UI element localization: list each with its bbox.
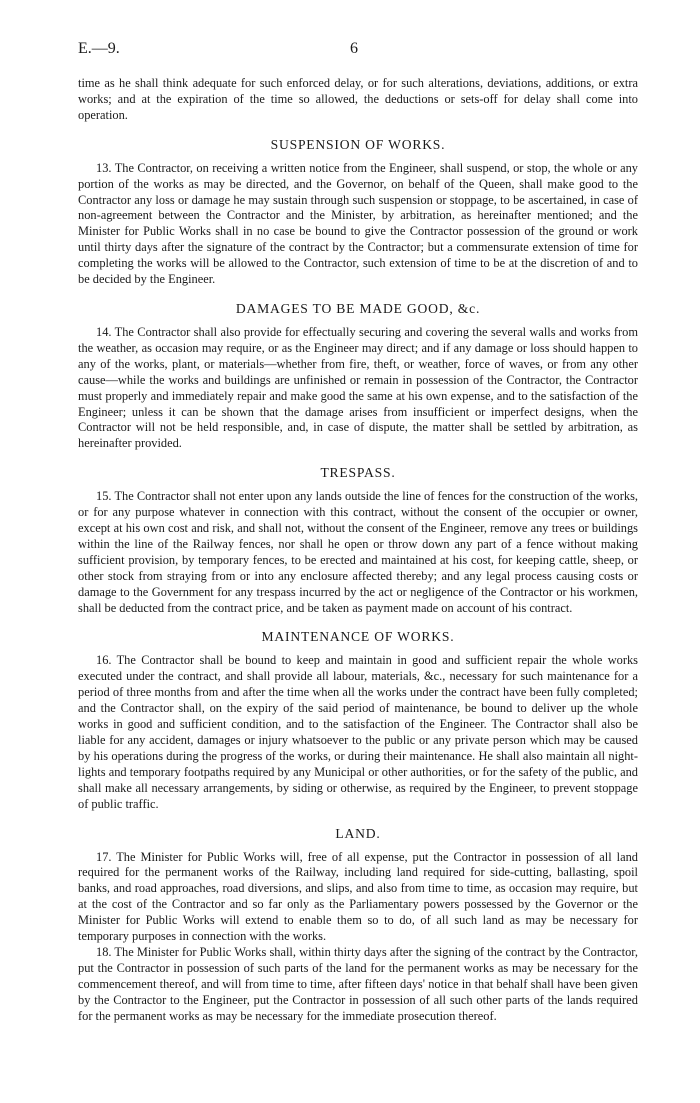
page-header	[78, 40, 638, 62]
page-number: 6	[350, 40, 358, 57]
intro-paragraph: time as he shall think adequate for such enforced delay, or for such alterations, deviations, additions, or extra works; and at the expiration of the time so allowed, the deductions or sets-off for delay shall come into operation.	[78, 76, 638, 122]
document-page	[78, 40, 638, 1025]
clause-16: 16. The Contractor shall be bound to keep and maintain in good and sufficient repair the whole works executed under the contract, and shall provide all labour, materials, &c., necessary for such maintenance for a period of three months from and after the time when all the works under the contract have been fully completed; and the Contractor shall, on the expiry of the said period of maintenance, be bound to deliver up the whole works in good and sufficient condition, and to the satisfaction of the Engineer. The Contractor shall also be liable for any accident, damages or injury whatsoever to the public or any private person which may be caused by his operations during the progress of the works, or during their maintenance. He shall also maintain all night-lights and temporary footpaths required by any Municipal or other authorities, or for the safety of the public, and shall make all necessary arrangements, by siding or otherwise, as required by the Engineer, to prevent stoppage of public traffic.	[78, 653, 638, 811]
section-heading-damages: DAMAGES TO BE MADE GOOD, &c.	[235, 300, 481, 316]
section-heading-land: LAND.	[335, 825, 381, 841]
clause-15: 15. The Contractor shall not enter upon any lands outside the line of fences for the construction of the works, or for any purpose whatever in connection with this contract, without the consent of the occupier or owner, except at his own cost and risk, and shall not, without the consent of the Engineer, remove any trees or buildings within the line of the Railway fences, nor shall he open or throw down any part of a fence without making sufficient provision, by temporary fences, to be erected and maintained at his cost, for keeping cattle, sheep, or other stock from straying from or into any enclosure affected thereby; and any legal process causing costs or damage to the Government for any trespass incurred by the act or negligence of the Contractor or his workmen, shall be deducted from the contract price, and be taken as payment made on account of his contract.	[78, 489, 638, 615]
clause-17: 17. The Minister for Public Works will, free of all expense, put the Contractor in possession of all land required for the permanent works of the Railway, including land required for side-cutting, ballasting, spoil banks, and road approaches, road diversions, and slips, and also from time to time, as occasion may require, but at the cost of the Contractor and so far only as the Parliamentary powers possessed by the Governor or the Minister for Public Works will extend to enable them so to do, of all such land as may be necessary for temporary purposes in connection with the works.	[78, 849, 638, 944]
section-heading-suspension: SUSPENSION OF WORKS.	[270, 136, 446, 152]
section-heading-trespass: TRESPASS.	[320, 465, 396, 481]
clause-13: 13. The Contractor, on receiving a written notice from the Engineer, shall suspend, or stop, the whole or any portion of the works as may be directed, and the Governor, on behalf of the Queen, shall make good to the Contractor any loss or damage he may sustain through such suspension or stoppage, to be ascertained, in case of non-agreement between the Contractor and the Minister, by arbitration, as hereinafter mentioned; and the Minister for Public Works shall in no case be bound to give the Contractor possession of the ground or work until thirty days after the signature of the contract by the Contractor; but a commensurate extension of time for completing the works will be allowed to the Contractor, such extension of time to be at the discretion of and to be decided by the Engineer.	[78, 160, 638, 287]
document-reference: E.—9.	[78, 40, 120, 57]
clause-18: 18. The Minister for Public Works shall, within thirty days after the signing of the contract by the Contractor, put the Contractor in possession of such parts of the land for the permanent works as may be necessary for the commencement thereof, and will from time to time, after fifteen days' notice in that behalf shall have been given by the Contractor to the Engineer, put the Contractor in possession of all such other parts of the lands required for the permanent works as may be necessary for the immediate prosecution thereof.	[78, 944, 638, 1023]
section-heading-maintenance: MAINTENANCE OF WORKS.	[261, 629, 455, 645]
clause-14: 14. The Contractor shall also provide for effectually securing and covering the several walls and works from the weather, as occasion may require, or as the Engineer may direct; and if any damage or loss should happen to any of the works, plant, or materials—whether from fire, theft, or weather, force of waves, or from any other cause—while the works and buildings are unfinished or remain in possession of the Contractor, the Contractor must properly and immediately repair and make good the same at his own expense, and to the satisfaction of the Engineer; unless it can be shown that the damage arises from insufficient or imperfect designs, when the Contractor will not be held responsible, and, in case of dispute, the matter shall be settled by arbitration, as hereinafter provided.	[78, 324, 638, 451]
